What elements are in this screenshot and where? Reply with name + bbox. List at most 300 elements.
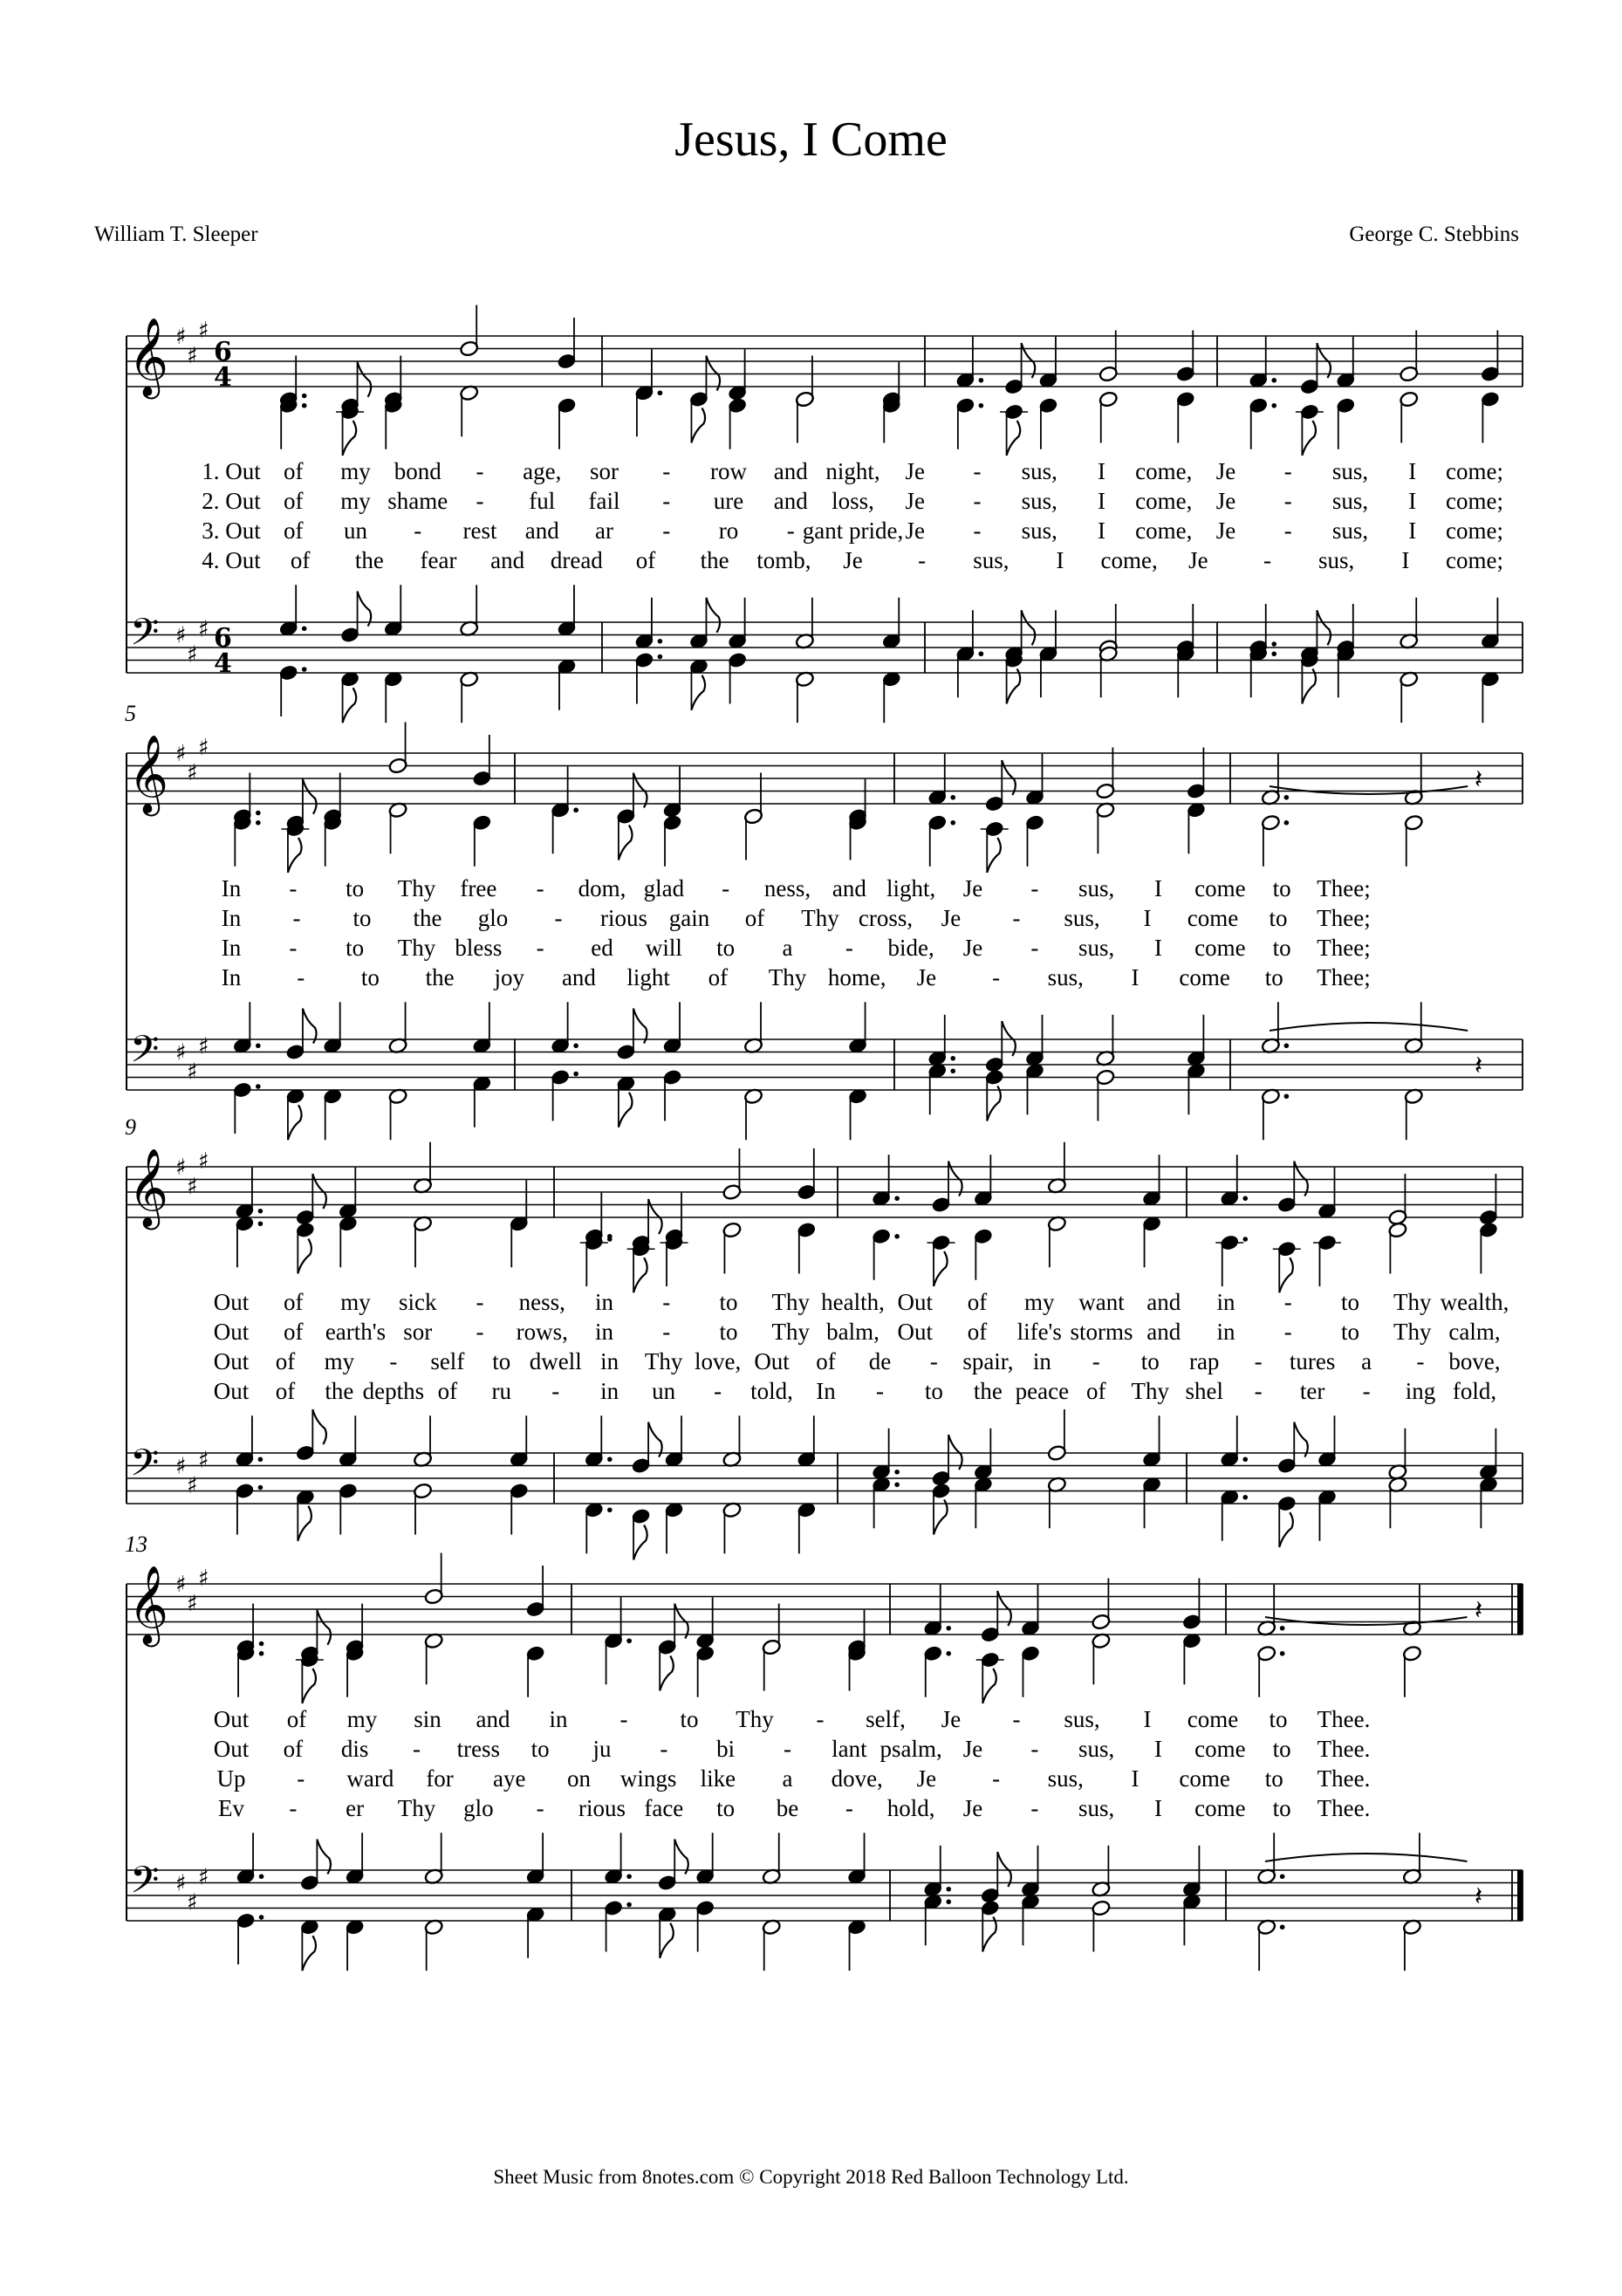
verse-line xyxy=(0,517,1622,545)
lyric-syllable: sus, xyxy=(1021,488,1057,514)
lyric-syllable: of xyxy=(967,1319,988,1345)
lyric-syllable: Out xyxy=(213,1706,250,1732)
note-flag xyxy=(302,1936,316,1970)
measure-number: 13 xyxy=(125,1532,147,1557)
lyric-syllable: - xyxy=(662,517,671,544)
augmentation-dot xyxy=(626,1902,632,1908)
time-signature-bottom: 4 xyxy=(214,648,232,679)
lyric-syllable: the xyxy=(425,964,455,990)
augmentation-dot xyxy=(1242,1495,1248,1500)
lyric-syllable: - xyxy=(297,964,305,990)
lyric-syllable: lant xyxy=(832,1736,867,1762)
note-flag xyxy=(317,1840,331,1874)
note-flag xyxy=(1279,1258,1293,1292)
augmentation-dot xyxy=(894,1482,900,1487)
augmentation-dot xyxy=(894,1234,900,1239)
key-signature-sharp: ♯ xyxy=(198,734,209,761)
lyric-syllable: - xyxy=(476,488,484,514)
lyric-syllable: sus, xyxy=(1078,875,1115,901)
lyric-syllable: 1. Out xyxy=(202,458,261,484)
lyric-syllable: storms xyxy=(1070,1319,1133,1345)
verse-line xyxy=(0,1378,1622,1406)
key-signature-sharp: ♯ xyxy=(187,1889,198,1916)
measure-number: 9 xyxy=(125,1114,136,1140)
verse-line xyxy=(0,1289,1622,1317)
verse-line xyxy=(0,875,1622,903)
augmentation-dot xyxy=(258,1456,263,1462)
key-signature-sharp: ♯ xyxy=(187,1472,198,1499)
key-signature-sharp: ♯ xyxy=(175,1870,187,1897)
augmentation-dot xyxy=(256,820,261,826)
note-flag xyxy=(982,1669,996,1703)
lyric-syllable: ward xyxy=(346,1765,394,1792)
note-flag xyxy=(302,1669,316,1703)
copyright-footer: Sheet Music from 8notes.com © Copyright 2018 Red Balloon Technology Ltd. xyxy=(493,2166,1129,2188)
key-signature-sharp: ♯ xyxy=(198,1864,209,1891)
lyric-syllable: ness, xyxy=(518,1289,565,1315)
lyric-syllable: - xyxy=(1362,1378,1371,1404)
lyric-syllable: I xyxy=(1408,458,1417,484)
lyric-syllable: - xyxy=(1254,1378,1263,1404)
lyric-syllable: want xyxy=(1078,1289,1125,1315)
lyric-syllable: I xyxy=(1056,547,1064,573)
lyric-syllable: Up xyxy=(216,1765,246,1792)
note-flag xyxy=(648,1422,662,1457)
lyric-syllable: glo xyxy=(477,905,509,931)
key-signature-sharp: ♯ xyxy=(175,324,187,350)
lyric-syllable: ju xyxy=(592,1736,612,1762)
lyric-syllable: Thy xyxy=(1393,1289,1432,1315)
augmentation-dot xyxy=(256,811,261,816)
lyric-syllable: sus, xyxy=(1064,1706,1100,1732)
lyric-syllable: to xyxy=(346,935,365,961)
lyric-syllable: come, xyxy=(1135,488,1193,514)
lyric-syllable: self xyxy=(430,1348,465,1374)
lyric-syllable: my xyxy=(340,458,371,484)
augmentation-dot xyxy=(259,1915,264,1920)
key-signature-sharp: ♯ xyxy=(198,1565,209,1592)
lyric-syllable: Out xyxy=(213,1348,250,1374)
time-signature-top: 6 xyxy=(214,337,232,367)
lyric-syllable: Thee. xyxy=(1317,1706,1371,1732)
lyric-syllable: rows, xyxy=(516,1319,568,1345)
lyric-syllable: come; xyxy=(1446,458,1503,484)
lyric-syllable: - xyxy=(619,1706,628,1732)
lyric-syllable: - xyxy=(1263,547,1271,573)
lyric-syllable: - xyxy=(536,935,544,961)
lyric-syllable: Je xyxy=(1215,517,1236,544)
lyric-syllable: - xyxy=(414,517,422,544)
time-signature-bottom: 4 xyxy=(214,362,232,393)
lyric-syllable: tomb, xyxy=(756,547,811,573)
note-flag xyxy=(1317,610,1331,645)
key-signature-sharp: ♯ xyxy=(198,1447,209,1474)
lyric-syllable: to xyxy=(1340,1319,1360,1345)
lyric-syllable: - xyxy=(1030,935,1039,961)
lyric-syllable: - xyxy=(1012,905,1021,931)
note-flag xyxy=(298,1239,311,1274)
note-flag xyxy=(1294,1422,1308,1457)
augmentation-dot xyxy=(607,1237,613,1242)
augmentation-dot xyxy=(1280,1874,1285,1879)
augmentation-dot xyxy=(1242,1237,1248,1242)
augmentation-dot xyxy=(607,1456,613,1462)
key-signature-sharp: ♯ xyxy=(175,622,187,649)
augmentation-dot xyxy=(573,1072,578,1077)
lyric-syllable: I xyxy=(1408,517,1417,544)
lyric-syllable: free xyxy=(460,875,497,901)
composer: George C. Stebbins xyxy=(1349,223,1519,246)
lyric-syllable: - xyxy=(660,1736,668,1762)
lyric-syllable: - xyxy=(413,1736,421,1762)
note-flag xyxy=(982,1917,996,1952)
lyric-syllable: sus, xyxy=(1078,1795,1115,1821)
lyric-syllable: - xyxy=(973,488,982,514)
lyric-syllable: Je xyxy=(941,1706,962,1732)
key-signature-sharp: ♯ xyxy=(198,317,209,344)
lyric-syllable: to xyxy=(352,905,372,931)
lyric-syllable: to xyxy=(530,1736,550,1762)
lyric-syllable: Je xyxy=(941,905,962,931)
lyric-syllable: I xyxy=(1131,964,1140,990)
lyric-syllable: of xyxy=(284,488,304,514)
lyric-syllable: balm, xyxy=(826,1319,879,1345)
lyric-syllable: Thy xyxy=(736,1706,774,1732)
note-flag xyxy=(934,1500,948,1535)
lyric-syllable: - xyxy=(297,1765,305,1792)
lyric-syllable: Je xyxy=(1188,547,1208,573)
augmentation-dot xyxy=(1242,1456,1248,1462)
verse-line xyxy=(0,935,1622,963)
lyric-syllable: - xyxy=(662,1319,671,1345)
lyric-syllable: Je xyxy=(962,935,983,961)
lyric-syllable: - xyxy=(973,517,982,544)
lyric-syllable: to xyxy=(716,1795,736,1821)
lyric-syllable: Thee. xyxy=(1317,1795,1371,1821)
lyric-syllable: ar xyxy=(595,517,613,544)
lyric-syllable: psalm, xyxy=(879,1736,942,1762)
lyric-syllable: - xyxy=(536,1795,544,1821)
verse-line xyxy=(0,458,1622,486)
augmentation-dot xyxy=(1242,1196,1248,1201)
lyric-syllable: in xyxy=(600,1348,619,1374)
note-flag xyxy=(358,592,372,627)
lyric-syllable: to xyxy=(1272,1736,1291,1762)
augmentation-dot xyxy=(573,807,578,812)
lyric-syllable: cross, xyxy=(858,905,914,931)
lyric-syllable: the xyxy=(413,905,442,931)
augmentation-dot xyxy=(1271,651,1276,656)
lyric-syllable: Je xyxy=(916,964,937,990)
final-barline xyxy=(1517,1870,1523,1921)
lyric-syllable: to xyxy=(1269,905,1288,931)
note-flag xyxy=(1007,669,1021,704)
lyric-syllable: of xyxy=(275,1348,296,1374)
note-flag xyxy=(619,1093,633,1127)
lyric-syllable: rest xyxy=(462,517,497,544)
lyric-syllable: wings xyxy=(619,1765,677,1792)
key-signature-sharp: ♯ xyxy=(175,1572,187,1598)
tie xyxy=(1270,786,1468,794)
note-flag xyxy=(1007,421,1021,456)
lyric-syllable: Out xyxy=(897,1319,933,1345)
lyric-syllable: Thee. xyxy=(1317,1736,1371,1762)
lyric-syllable: my xyxy=(340,488,371,514)
lyric-syllable: my xyxy=(340,1289,371,1315)
lyric-syllable: and xyxy=(490,547,525,573)
lyric-syllable: - xyxy=(784,1736,791,1762)
augmentation-dot xyxy=(256,1043,261,1048)
lyric-syllable: Out xyxy=(213,1319,250,1345)
lyric-syllable: - xyxy=(875,1378,884,1404)
lyric-syllable: Thee; xyxy=(1317,964,1371,990)
key-signature-sharp: ♯ xyxy=(198,1148,209,1175)
lyric-syllable: come xyxy=(1194,935,1246,961)
lyric-syllable: Thee; xyxy=(1317,875,1371,901)
lyric-syllable: of xyxy=(635,547,656,573)
lyric-syllable: - xyxy=(289,935,298,961)
bass-clef-icon: 𝄢 xyxy=(130,1028,160,1080)
lyric-syllable: Out xyxy=(754,1348,790,1374)
lyric-syllable: - xyxy=(551,1378,560,1404)
lyric-syllable: spair, xyxy=(962,1348,1014,1374)
augmentation-dot xyxy=(950,1056,955,1061)
augmentation-dot xyxy=(950,1068,955,1073)
bass-clef-icon: 𝄢 xyxy=(130,611,160,663)
verse-line xyxy=(0,964,1622,992)
note-flag xyxy=(343,688,357,723)
lyric-syllable: In xyxy=(816,1378,836,1404)
lyric-syllable: I xyxy=(1154,1736,1162,1762)
lyric-syllable: of xyxy=(1086,1378,1106,1404)
lyric-syllable: Thy xyxy=(397,875,436,901)
lyric-syllable: - xyxy=(1030,1736,1039,1762)
lyric-syllable: to xyxy=(1264,964,1283,990)
lyric-syllable: Thee; xyxy=(1317,935,1371,961)
lyric-syllable: sus, xyxy=(1078,935,1115,961)
lyric-syllable: row xyxy=(710,458,747,484)
lyric-syllable: In xyxy=(221,935,242,961)
note-flag xyxy=(660,1656,674,1691)
note-flag xyxy=(1022,610,1036,645)
lyric-syllable: sus, xyxy=(1047,1765,1084,1792)
lyric-syllable: come; xyxy=(1446,488,1503,514)
augmentation-dot xyxy=(626,1638,632,1643)
lyric-syllable: - xyxy=(662,488,671,514)
augmentation-dot xyxy=(1271,378,1276,383)
lyric-syllable: of xyxy=(290,547,311,573)
lyric-syllable: Out xyxy=(213,1289,250,1315)
lyric-syllable: ness, xyxy=(763,875,811,901)
note-flag xyxy=(997,1852,1011,1887)
augmentation-dot xyxy=(946,1899,951,1904)
lyric-syllable: sus, xyxy=(1331,458,1369,484)
lyric-syllable: - xyxy=(1030,875,1039,901)
key-signature-sharp: ♯ xyxy=(187,342,198,369)
lyric-syllable: rious xyxy=(578,1795,626,1821)
augmentation-dot xyxy=(1284,820,1290,826)
lyric-syllable: ro xyxy=(718,517,739,544)
lyric-syllable: sin xyxy=(414,1706,441,1732)
lyric-syllable: of xyxy=(275,1378,296,1404)
lyric-syllable: in xyxy=(1216,1319,1235,1345)
augmentation-dot xyxy=(1271,403,1276,408)
lyric-syllable: I xyxy=(1098,517,1105,544)
lyric-syllable: peace xyxy=(1015,1378,1070,1404)
lyric-syllable: - xyxy=(554,905,563,931)
augmentation-dot xyxy=(1284,1093,1290,1099)
quarter-rest-icon: 𝄽 xyxy=(1475,1051,1483,1081)
lyric-syllable: dwell xyxy=(529,1348,582,1374)
lyric-syllable: - xyxy=(292,905,301,931)
augmentation-dot xyxy=(302,394,307,399)
lyric-syllable: love, xyxy=(694,1348,742,1374)
note-flag xyxy=(358,362,372,397)
augmentation-dot xyxy=(894,1196,900,1201)
lyric-syllable: sor xyxy=(590,458,619,484)
key-signature-sharp: ♯ xyxy=(187,1173,198,1200)
lyric-syllable: of xyxy=(967,1289,988,1315)
lyric-syllable: - xyxy=(536,875,544,901)
lyric-syllable: Je xyxy=(962,1736,983,1762)
lyric-syllable: Je xyxy=(962,1795,983,1821)
lyric-syllable: I xyxy=(1143,1706,1152,1732)
note-flag xyxy=(691,408,705,443)
lyric-syllable: Je xyxy=(962,875,983,901)
lyric-syllable: - xyxy=(1283,488,1292,514)
lyric-syllable: - xyxy=(929,1348,938,1374)
lyric-syllable: sick xyxy=(399,1289,437,1315)
augmentation-dot xyxy=(259,1651,264,1656)
lyric-syllable: to xyxy=(1140,1348,1160,1374)
key-signature-sharp: ♯ xyxy=(187,1059,198,1086)
lyric-syllable: dom, xyxy=(578,875,626,901)
lyric-syllable: the xyxy=(973,1378,1003,1404)
lyric-syllable: age, xyxy=(523,458,562,484)
lyric-syllable: - xyxy=(476,1319,484,1345)
lyric-syllable: - xyxy=(289,1795,298,1821)
lyric-syllable: - xyxy=(1283,517,1292,544)
lyric-syllable: come xyxy=(1194,1795,1246,1821)
lyric-syllable: in xyxy=(594,1319,614,1345)
lyric-syllable: of xyxy=(744,905,765,931)
lyric-syllable: loss, xyxy=(832,488,874,514)
augmentation-dot xyxy=(1280,1924,1285,1929)
tie xyxy=(1265,1617,1468,1625)
lyric-syllable: ed xyxy=(591,935,613,961)
lyric-syllable: the xyxy=(325,1378,354,1404)
lyric-syllable: er xyxy=(346,1795,365,1821)
key-signature-sharp: ♯ xyxy=(187,759,198,786)
lyric-syllable: to xyxy=(716,935,736,961)
lyric-syllable: like xyxy=(700,1765,736,1792)
note-flag xyxy=(934,1251,948,1286)
lyric-syllable: to xyxy=(1340,1289,1360,1315)
lyric-syllable: - xyxy=(845,1795,853,1821)
lyric-syllable: - xyxy=(1283,458,1292,484)
lyric-syllable: wealth, xyxy=(1440,1289,1509,1315)
lyric-syllable: - xyxy=(714,1378,722,1404)
lyric-syllable: to xyxy=(680,1706,699,1732)
lyric-syllable: come xyxy=(1179,964,1230,990)
note-flag xyxy=(987,838,1001,873)
lyric-syllable: Je xyxy=(916,1765,937,1792)
lyric-syllable: of xyxy=(284,517,304,544)
lyric-syllable: Thy xyxy=(1393,1319,1432,1345)
augmentation-dot xyxy=(946,1651,951,1656)
note-flag xyxy=(1002,1021,1016,1056)
verse-line xyxy=(0,1765,1622,1793)
lyric-syllable: hold, xyxy=(886,1795,935,1821)
key-signature-sharp: ♯ xyxy=(198,616,209,643)
lyric-syllable: will xyxy=(645,935,682,961)
quarter-rest-icon: 𝄽 xyxy=(1475,764,1483,795)
lyric-syllable: and xyxy=(476,1706,510,1732)
note-flag xyxy=(288,1105,302,1140)
lyric-syllable: to xyxy=(924,1378,943,1404)
lyric-syllable: - xyxy=(1254,1348,1263,1374)
augmentation-dot xyxy=(894,1470,900,1475)
note-flag xyxy=(303,779,317,814)
lyric-syllable: glad xyxy=(643,875,685,901)
lyric-syllable: come xyxy=(1194,875,1246,901)
lyric-syllable: come, xyxy=(1135,458,1193,484)
page-title: Jesus, I Come xyxy=(674,113,948,167)
lyric-syllable: - xyxy=(1283,1319,1292,1345)
note-flag xyxy=(317,1610,331,1645)
lyric-syllable: and xyxy=(1146,1319,1181,1345)
augmentation-dot xyxy=(658,655,663,660)
note-flag xyxy=(288,838,302,873)
augmentation-dot xyxy=(302,403,307,408)
note-flag xyxy=(691,675,705,710)
treble-clef-icon: 𝄞 xyxy=(128,1148,169,1227)
lyric-syllable: - xyxy=(918,547,927,573)
verse-line xyxy=(0,1706,1622,1734)
note-flag xyxy=(343,421,357,456)
lyric-syllable: ful xyxy=(529,488,556,514)
final-barline xyxy=(1517,1584,1523,1635)
lyric-syllable: depths xyxy=(362,1378,425,1404)
note-flag xyxy=(674,1840,688,1874)
augmentation-dot xyxy=(946,1887,951,1892)
lyric-syllable: rap xyxy=(1188,1348,1220,1374)
augmentation-dot xyxy=(658,390,663,395)
key-signature-sharp: ♯ xyxy=(175,1039,187,1066)
treble-clef-icon: 𝄞 xyxy=(128,1566,169,1644)
lyric-syllable: gain xyxy=(668,905,710,931)
lyric-syllable: I xyxy=(1098,458,1105,484)
lyric-syllable: fear xyxy=(420,547,457,573)
augmentation-dot xyxy=(573,1043,578,1048)
lyric-syllable: - xyxy=(289,875,298,901)
lyric-syllable: tress xyxy=(456,1736,501,1762)
lyric-syllable: calm, xyxy=(1448,1319,1501,1345)
lyric-syllable: - xyxy=(816,1706,825,1732)
lyric-syllable: and xyxy=(773,488,808,514)
lyric-syllable: of xyxy=(284,1289,304,1315)
lyric-syllable: night, xyxy=(825,458,880,484)
lyric-syllable: of xyxy=(284,1319,304,1345)
lyric-syllable: Thy xyxy=(801,905,839,931)
lyric-syllable: sus, xyxy=(1021,517,1057,544)
lyric-syllable: Thy xyxy=(397,1795,436,1821)
lyric-syllable: Thy xyxy=(771,1289,810,1315)
lyric-syllable: come, xyxy=(1100,547,1158,573)
lyric-syllable: Je xyxy=(1215,458,1236,484)
lyric-syllable: dove, xyxy=(831,1765,883,1792)
note-flag xyxy=(1279,1512,1293,1547)
